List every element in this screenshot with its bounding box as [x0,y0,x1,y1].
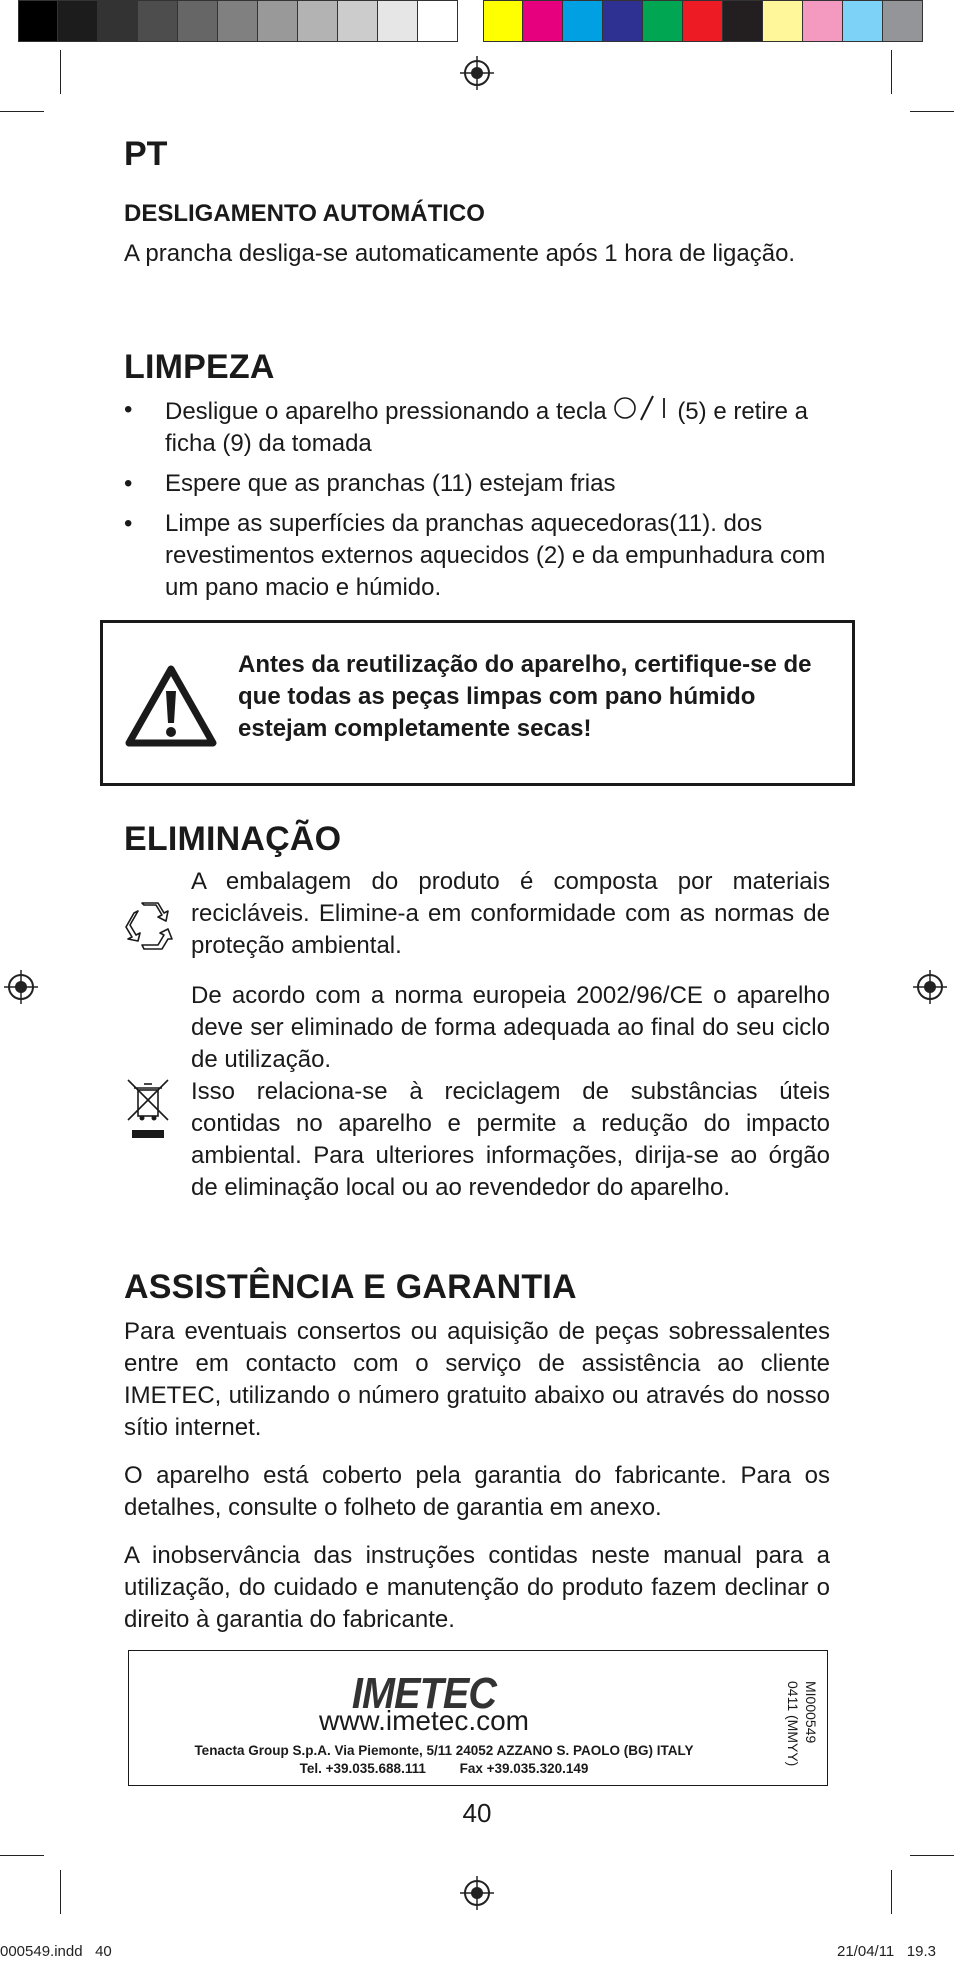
crop-mark [0,1855,44,1856]
date-code: 0411 (MMYY) [785,1681,801,1767]
color-swatch [298,0,338,42]
crop-mark [0,111,44,112]
language-code: PT [124,135,168,173]
warranty-title: ASSISTÊNCIA E GARANTIA [124,1268,577,1306]
company-address: Tenacta Group S.p.A. Via Piemonte, 5/11 24052 AZZANO S. PAOLO (BG) ITALY [194,1743,694,1758]
color-swatch [883,0,923,42]
recycle-icon [122,897,178,953]
packaging-disposal-text: A embalagem do produto é composta por materiais recicláveis. Elimine-a em conformidade com as normas de proteção ambiental. [191,868,830,959]
color-swatch [723,0,763,42]
color-swatch [803,0,843,42]
bullet: • [124,510,133,537]
color-swatch [523,0,563,42]
color-swatch [603,0,643,42]
bullet: • [124,396,133,423]
warning-text: Antes da reutilização do aparelho, certifique-se de que todas as peças limpas com pano húmido estejam completamente secas! [238,651,812,742]
crop-mark [891,50,892,94]
imetec-logo: IMETEC [351,1669,497,1718]
color-swatch [18,0,58,42]
timestamp-slug: 21/04/11 19.3 [837,1943,936,1960]
document-code [769,1681,839,1771]
file-slug: 000549.indd 40 [0,1943,112,1960]
page-number: 40 [462,1798,492,1828]
list-item [124,468,830,500]
color-swatch [138,0,178,42]
color-swatch [483,0,523,42]
crop-mark [891,1870,892,1914]
registration-mark-icon [460,1876,494,1910]
warranty-paragraph: A inobservância das instruções contidas neste manual para a utilização, do cuidado e manutenção do produto fazem declinar o direito à garantia do fabricante. [124,1542,830,1633]
list-item [124,394,830,460]
manufacturer-info-box [128,1650,828,1786]
power-on-off-icon [613,394,677,422]
step-text-part: Desligue o aparelho pressionando a tecla [165,398,614,425]
color-swatch [58,0,98,42]
color-swatch [683,0,723,42]
warning-box [100,620,855,786]
crop-mark [910,111,954,112]
color-swatch [258,0,298,42]
weee-text-1: De acordo com a norma europeia 2002/96/CE o aparelho deve ser eliminado de forma adequada ao final do seu ciclo de utilização. [191,982,830,1073]
auto-off-text: A prancha desliga-se automaticamente após 1 hora de ligação. [124,240,796,267]
cleaning-steps [124,394,830,612]
warranty-paragraph: O aparelho está coberto pela garantia do fabricante. Para os detalhes, consulte o folheto de garantia em anexo. [124,1462,830,1521]
color-swatch [763,0,803,42]
registration-mark-icon [460,56,494,90]
registration-mark-icon [4,970,38,1004]
website-link[interactable]: www.imetec.com [318,1705,530,1736]
step-text: Limpe as superfícies da pranchas aquecedoras(11). dos revestimentos externos aquecidos (2) e da empunhadura com um pano macio e húmido. [165,510,826,601]
color-swatch [338,0,378,42]
cleaning-title: LIMPEZA [124,348,275,386]
warranty-paragraph: Para eventuais consertos ou aquisição de peças sobressalentes entre em contacto com o serviço de assistência ao cliente IMETEC, utilizando o número gratuito abaixo ou através do nosso sítio internet. [124,1318,830,1441]
color-swatch [218,0,258,42]
color-swatch [643,0,683,42]
crop-mark [60,1870,61,1914]
contact-numbers [129,1761,759,1776]
list-item [124,508,830,604]
crop-mark [60,50,61,94]
process-color-bar [483,0,923,44]
color-swatch [563,0,603,42]
crop-mark [910,1855,954,1856]
fax-number: Fax +39.035.320.149 [459,1761,589,1776]
manual-code: MI000549 [803,1681,819,1744]
weee-text-2: Isso relaciona-se à reciclagem de substâncias úteis contidas no aparelho e permite a redução do impacto ambiental. Para ulteriores informações, dirija-se ao órgão de eliminação local ou ao revendedor do aparelho. [191,1078,830,1201]
step-text-part: (5) e retire a ficha (9) da tomada [165,398,809,457]
step-text: Espere que as pranchas (11) estejam frias [165,470,616,497]
warning-triangle-icon [123,663,219,749]
grayscale-color-bar [18,0,458,44]
auto-off-title: DESLIGAMENTO AUTOMÁTICO [124,200,485,227]
crossed-out-bin-icon [126,1076,170,1142]
color-swatch [843,0,883,42]
disposal-title: ELIMINAÇÃO [124,820,342,858]
registration-mark-icon [913,970,947,1004]
color-swatch [98,0,138,42]
color-swatch [178,0,218,42]
telephone-number: Tel. +39.035.688.111 [299,1761,426,1776]
bullet: • [124,470,133,497]
color-swatch [378,0,418,42]
color-swatch [418,0,458,42]
